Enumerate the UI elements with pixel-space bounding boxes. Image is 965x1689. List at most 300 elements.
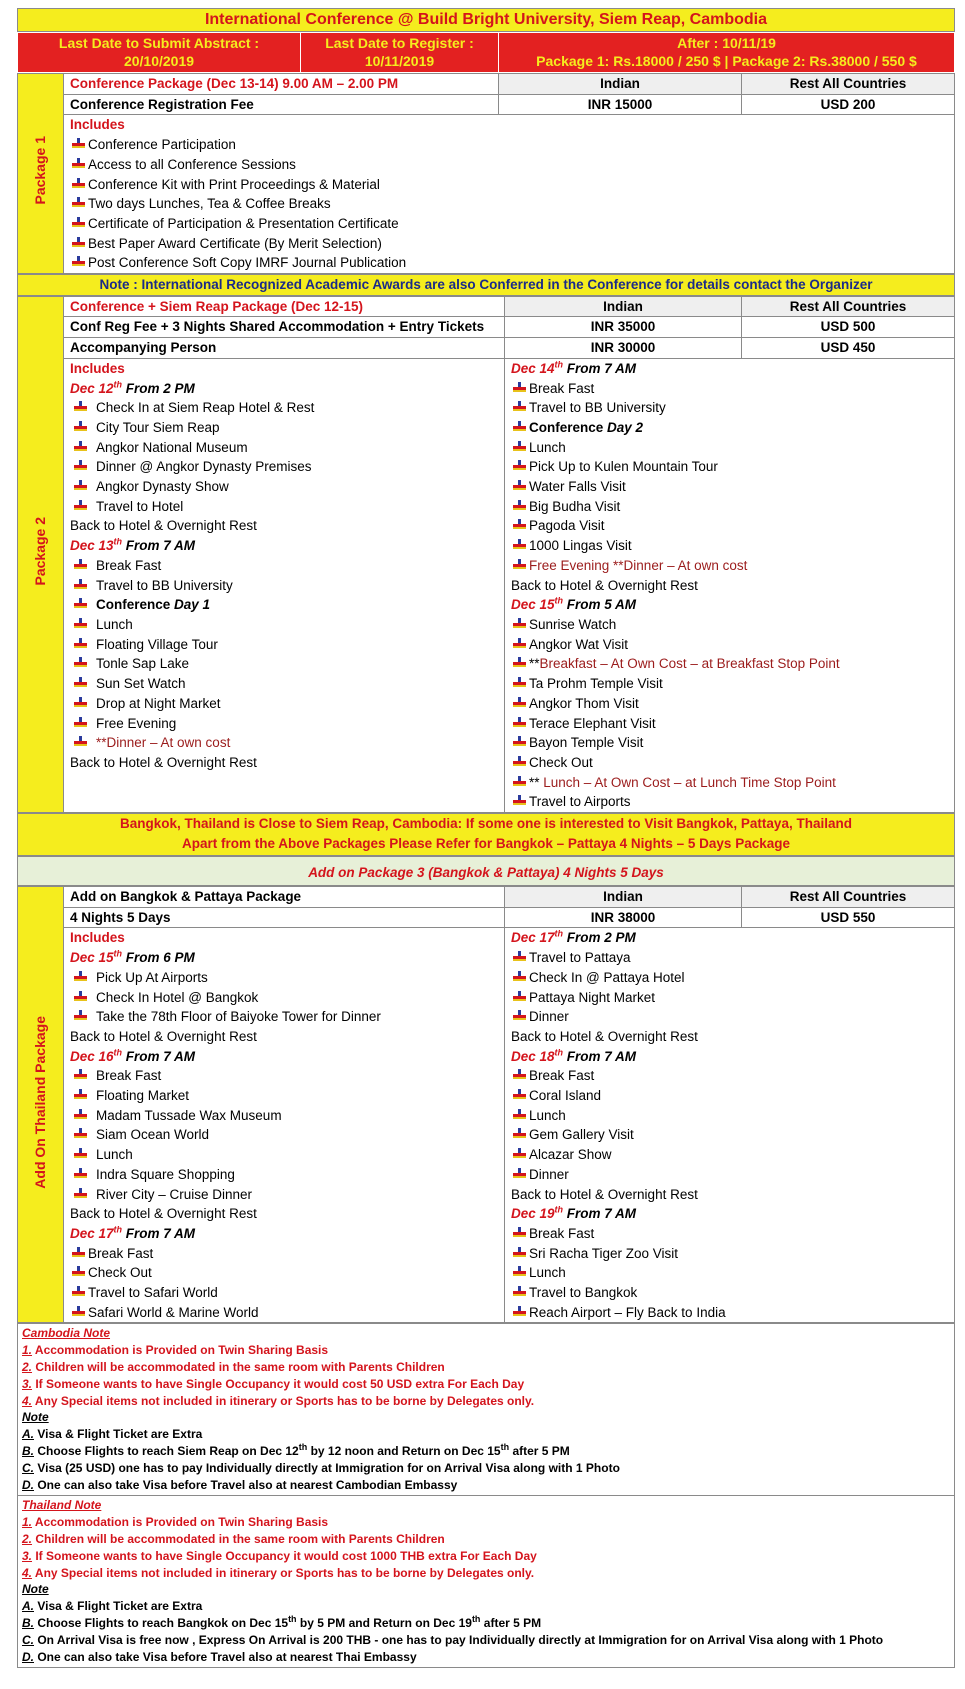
addon-title-table	[17, 856, 955, 886]
conference-day: Day 1	[170, 597, 211, 613]
list-item-text: Pagoda Visit	[529, 518, 605, 534]
package-1-side-text: Package 1	[31, 136, 48, 205]
arrow-bullet-icon	[513, 795, 526, 808]
after-deadline-prices: Package 1: Rs.18000 / 250 $ | Package 2: Rs.38000 / 550 $	[536, 53, 917, 69]
list-item	[511, 516, 948, 536]
arrow-bullet-icon	[74, 1069, 87, 1082]
package-1-col-indian: Indian	[499, 74, 742, 95]
list-item-text: Lunch	[96, 616, 133, 632]
abstract-deadline	[18, 33, 301, 73]
package-3-name: Add on Bangkok & Pattaya Package	[64, 887, 505, 908]
list-item	[70, 674, 498, 694]
dec12-list	[70, 398, 498, 516]
list-item-text: Lunch	[529, 439, 566, 455]
abstract-deadline-label: Last Date to Submit Abstract :	[58, 35, 260, 51]
list-item-text: Angkor Thom Visit	[529, 695, 639, 711]
list-item	[70, 988, 498, 1008]
note-text: Choose Flights to reach Siem Reap on Dec 12	[34, 1444, 299, 1459]
list-item	[70, 1066, 498, 1086]
package-2-row1-indian: INR 35000	[505, 317, 742, 338]
package-2-row2-label: Accompanying Person	[64, 338, 505, 359]
arrow-bullet-icon	[74, 559, 87, 572]
bangkok-note	[18, 814, 955, 856]
list-item-text: Indra Square Shopping	[96, 1166, 235, 1182]
list-item	[70, 733, 498, 753]
cambodia-note-2	[22, 1359, 950, 1376]
arrow-bullet-icon	[513, 951, 526, 964]
note-text: Children will be accommodated in the same room with Parents Children	[32, 1360, 445, 1375]
package-3-row-indian: INR 38000	[505, 907, 742, 928]
dec14-free	[511, 556, 948, 576]
arrow-bullet-icon	[513, 1247, 526, 1260]
list-item-text: Sri Racha Tiger Zoo Visit	[529, 1245, 679, 1261]
day-date: Dec 15	[70, 950, 114, 966]
arrow-bullet-icon	[513, 1148, 526, 1161]
list-item-text: Travel to Bangkok	[529, 1285, 638, 1301]
cambodia-note-3	[22, 1376, 950, 1393]
thailand-note-c	[22, 1632, 950, 1649]
note-letter: A.	[22, 1599, 34, 1614]
lunch-own-cost: Lunch – At Own Cost – at Lunch Time Stop Point	[543, 774, 836, 790]
day-date: Dec 15	[511, 597, 555, 613]
list-item-text: Two days Lunches, Tea & Coffee Breaks	[88, 196, 331, 212]
list-item-text: Bayon Temple Visit	[529, 735, 644, 751]
arrow-bullet-icon	[74, 1089, 87, 1102]
note-text: Any Special items not included in itinerary or Sports has to be borne by Delegates only.	[32, 1565, 535, 1580]
list-item-text: Conference Participation	[88, 137, 236, 153]
thailand-note-1	[22, 1514, 950, 1531]
arrow-bullet-icon	[74, 657, 87, 670]
arrow-bullet-icon	[513, 1227, 526, 1240]
note-text: after 5 PM	[480, 1616, 542, 1631]
list-item-text: Take the 78th Floor of Baiyoke Tower for Dinner	[96, 1009, 381, 1025]
arrow-bullet-icon	[513, 697, 526, 710]
lunch-prefix: **	[529, 774, 544, 790]
list-item	[511, 1125, 948, 1145]
note-text: If Someone wants to have Single Occupancy it would cost 50 USD extra For Each Day	[32, 1376, 525, 1391]
package-3-includes-label: Includes	[70, 930, 125, 946]
note-letter: B.	[22, 1444, 34, 1459]
arrow-bullet-icon	[74, 717, 87, 730]
list-item-text: Angkor National Museum	[96, 439, 248, 455]
list-item	[511, 1165, 948, 1185]
arrow-bullet-icon	[74, 500, 87, 513]
arrow-bullet-icon	[72, 217, 85, 230]
list-item	[511, 1263, 948, 1283]
dec12-end: Back to Hotel & Overnight Rest	[70, 518, 257, 534]
day-time: From 7 AM	[563, 1048, 637, 1064]
day-date-sup: th	[113, 379, 123, 390]
list-item	[511, 457, 948, 477]
list-item	[511, 948, 948, 968]
list-item	[511, 398, 948, 418]
arrow-bullet-icon	[74, 677, 87, 690]
arrow-bullet-icon	[74, 1148, 87, 1161]
bkk-dec15-list	[70, 968, 498, 1027]
package-1-side-label	[18, 74, 64, 274]
list-item-text: Sun Set Watch	[96, 676, 186, 692]
list-item-text: River City – Cruise Dinner	[96, 1186, 253, 1202]
arrow-bullet-icon	[72, 138, 85, 151]
arrow-bullet-icon	[72, 256, 85, 269]
list-item	[511, 477, 948, 497]
list-item-text: Break Fast	[529, 380, 595, 396]
list-item	[70, 576, 498, 596]
dec14-conference	[511, 418, 948, 438]
arrow-bullet-icon	[513, 480, 526, 493]
list-item-text: Coral Island	[529, 1088, 602, 1104]
list-item	[511, 497, 948, 517]
list-item-text: Best Paper Award Certificate (By Merit Selection)	[88, 235, 382, 251]
note-number: 3.	[22, 1548, 33, 1563]
list-item-text: Check Out	[529, 754, 593, 770]
day-heading-dec16	[70, 1047, 498, 1067]
arrow-bullet-icon	[513, 1089, 526, 1102]
list-item	[511, 556, 948, 576]
day-date-sup: th	[554, 1204, 564, 1215]
day-date: Dec 18	[511, 1048, 555, 1064]
list-item-text: Terace Elephant Visit	[529, 715, 656, 731]
arrow-bullet-icon	[74, 1168, 87, 1181]
cambodia-note-1	[22, 1342, 950, 1359]
note-text: One can also take Visa before Travel also at nearest Thai Embassy	[34, 1649, 417, 1664]
bangkok-note-line-1: Bangkok, Thailand is Close to Siem Reap, Cambodia: If some one is interested to Visit Bangkok, Pattaya, Thailand	[120, 816, 852, 832]
note-text: Visa (25 USD) one has to pay Individually directly at Immigration for on Arrival Visa along with 1 Photo	[34, 1460, 620, 1475]
arrow-bullet-icon	[513, 539, 526, 552]
bkk-dec19-list	[511, 1224, 948, 1323]
note-text: Visa & Flight Ticket are Extra	[34, 1599, 203, 1614]
note-number: 4.	[22, 1393, 33, 1408]
day-date-sup: th	[554, 928, 564, 939]
list-item	[70, 1125, 498, 1145]
list-item-text: Check In at Siem Reap Hotel & Rest	[96, 400, 315, 416]
note-letter: C.	[22, 1632, 34, 1647]
arrow-bullet-icon	[513, 971, 526, 984]
day-date: Dec 19	[511, 1206, 555, 1222]
list-item	[511, 379, 948, 399]
list-item-text: Check In Hotel @ Bangkok	[96, 989, 259, 1005]
day-date: Dec 12	[70, 380, 114, 396]
list-item	[70, 234, 948, 254]
list-item-text: Break Fast	[529, 1225, 595, 1241]
list-item	[70, 155, 948, 175]
list-item	[70, 1145, 498, 1165]
list-item	[511, 1007, 948, 1027]
list-item-text: Big Budha Visit	[529, 498, 621, 514]
list-item-text: Travel to BB University	[96, 577, 233, 593]
bkk-dec16-end: Back to Hotel & Overnight Rest	[70, 1206, 257, 1222]
list-item-text: Tonle Sap Lake	[96, 656, 190, 672]
arrow-bullet-icon	[513, 776, 526, 789]
day-time: From 5 AM	[563, 597, 637, 613]
note-sup: th	[471, 1614, 481, 1625]
package-2-row2-rest: USD 450	[742, 338, 955, 359]
thailand-note-3	[22, 1548, 950, 1565]
note-text: by 5 PM and Return on Dec 19	[296, 1616, 472, 1631]
list-item	[70, 968, 498, 988]
register-deadline	[301, 33, 499, 73]
thailand-note-4	[22, 1565, 950, 1582]
day-date-sup: th	[554, 1047, 564, 1058]
conference-sheet	[17, 8, 955, 1668]
list-item	[70, 253, 948, 273]
list-item-text: Travel to BB University	[529, 400, 666, 416]
arrow-bullet-icon	[74, 598, 87, 611]
arrow-bullet-icon	[513, 1168, 526, 1181]
list-item	[70, 595, 498, 615]
day-heading-dec15-bkk	[70, 948, 498, 968]
list-item	[70, 1007, 498, 1027]
conference-day: Day 2	[603, 419, 644, 435]
note-sup: th	[500, 1442, 510, 1453]
list-item-text: Free Evening	[96, 715, 177, 731]
list-item	[70, 477, 498, 497]
package-1-includes-label: Includes	[70, 117, 125, 133]
day-date: Dec 17	[70, 1225, 114, 1241]
note-text: On Arrival Visa is free now , Express On Arrival is 200 THB - one has to pay Individually directly at Immigration for on Arrival Visa along with 1 Photo	[34, 1632, 884, 1647]
arrow-bullet-icon	[513, 657, 526, 670]
package-2-row2-indian: INR 30000	[505, 338, 742, 359]
package-3-itinerary-left	[64, 928, 505, 1323]
arrow-bullet-icon	[74, 1188, 87, 1201]
dec13-conference	[70, 595, 498, 615]
cambodia-note-d	[22, 1477, 950, 1494]
after-deadline-label: After : 10/11/19	[677, 35, 776, 51]
package-1-fee-indian: INR 15000	[499, 94, 742, 115]
list-item	[511, 988, 948, 1008]
day-time: From 6 PM	[122, 950, 195, 966]
arrow-bullet-icon	[513, 1306, 526, 1319]
day-heading-dec17a	[70, 1224, 498, 1244]
bkk-dec17b-list	[511, 948, 948, 1027]
bkk-dec15-end: Back to Hotel & Overnight Rest	[70, 1028, 257, 1044]
list-item-text: Check In @ Pattaya Hotel	[529, 969, 685, 985]
list-item	[511, 418, 948, 438]
list-item	[511, 615, 948, 635]
note-sup: th	[288, 1614, 297, 1625]
bkk-dec17a-list	[70, 1244, 498, 1323]
note-letter: B.	[22, 1616, 34, 1631]
arrow-bullet-icon	[74, 1109, 87, 1122]
package-1-col-rest: Rest All Countries	[742, 74, 955, 95]
list-item	[511, 714, 948, 734]
package-1-fee-rest: USD 200	[742, 94, 955, 115]
note-text: One can also take Visa before Travel also at nearest Cambodian Embassy	[34, 1477, 458, 1492]
day-date: Dec 16	[70, 1048, 114, 1064]
bangkok-note-line-2: Apart from the Above Packages Please Refer for Bangkok – Pattaya 4 Nights – 5 Days Package	[181, 836, 790, 852]
list-item	[511, 773, 948, 793]
list-item	[70, 654, 498, 674]
day-time: From 7 AM	[122, 1048, 196, 1064]
arrow-bullet-icon	[513, 1109, 526, 1122]
awards-note: Note : International Recognized Academic Awards are also Conferred in the Conference for details contact the Organizer	[18, 275, 955, 296]
list-item	[511, 733, 948, 753]
arrow-bullet-icon	[513, 421, 526, 434]
list-item	[511, 674, 948, 694]
package-1-fee-label: Conference Registration Fee	[64, 94, 499, 115]
list-item-text: Check Out	[88, 1265, 152, 1281]
arrow-bullet-icon	[74, 579, 87, 592]
cambodia-note-c	[22, 1460, 950, 1477]
day-heading-dec14	[511, 359, 948, 379]
bkk-dec17b-end: Back to Hotel & Overnight Rest	[511, 1028, 698, 1044]
day-date-sup: th	[554, 359, 564, 370]
list-item	[511, 753, 948, 773]
list-item	[70, 194, 948, 214]
package-1-name: Conference Package (Dec 13-14) 9.00 AM – 2.00 PM	[64, 74, 499, 95]
list-item	[70, 694, 498, 714]
arrow-bullet-icon	[513, 441, 526, 454]
dec15-lunch	[511, 773, 948, 812]
arrow-bullet-icon	[72, 197, 85, 210]
dec13-dinner	[70, 733, 498, 753]
note-text: Choose Flights to reach Bangkok on Dec 15	[34, 1616, 289, 1631]
list-item	[70, 635, 498, 655]
note-letter: C.	[22, 1460, 34, 1475]
list-item	[70, 1185, 498, 1205]
title-table	[17, 8, 955, 32]
arrow-bullet-icon	[74, 401, 87, 414]
arrow-bullet-icon	[513, 1010, 526, 1023]
package-2-row1-rest: USD 500	[742, 317, 955, 338]
package-2-side-text: Package 2	[31, 517, 48, 586]
day-time: From 7 AM	[122, 538, 196, 554]
day-time: From 7 AM	[563, 360, 637, 376]
package-2-includes-label: Includes	[70, 360, 125, 376]
thailand-note-a	[22, 1598, 950, 1615]
list-item	[511, 1303, 948, 1323]
free-evening: Free Evening **Dinner – At own cost	[529, 557, 748, 573]
cambodia-note-a	[22, 1426, 950, 1443]
note-text: Any Special items not included in itinerary or Sports has to be borne by Delegates only.	[32, 1393, 535, 1408]
list-item-text: Dinner	[529, 1009, 569, 1025]
bangkok-note-table	[17, 813, 955, 856]
arrow-bullet-icon	[74, 480, 87, 493]
arrow-bullet-icon	[513, 460, 526, 473]
arrow-bullet-icon	[74, 697, 87, 710]
list-item-text: Post Conference Soft Copy IMRF Journal Publication	[88, 255, 407, 271]
arrow-bullet-icon	[513, 638, 526, 651]
note-text: by 12 noon and Return on Dec 15	[307, 1444, 501, 1459]
list-item-text: Gem Gallery Visit	[529, 1127, 634, 1143]
arrow-bullet-icon	[513, 559, 526, 572]
package-1-includes-list	[70, 135, 948, 273]
list-item	[70, 714, 498, 734]
list-item-text: Lunch	[529, 1265, 566, 1281]
list-item	[70, 1106, 498, 1126]
dec14-list-b	[511, 438, 948, 556]
thailand-note-2	[22, 1531, 950, 1548]
dec13-list-b	[70, 615, 498, 733]
thailand-sub-note-heading: Note	[22, 1582, 49, 1597]
arrow-bullet-icon	[72, 178, 85, 191]
day-date-sup: th	[113, 1224, 123, 1235]
day-heading-dec12	[70, 379, 498, 399]
list-item-text: 1000 Lingas Visit	[529, 538, 632, 554]
list-item	[70, 418, 498, 438]
arrow-bullet-icon	[74, 421, 87, 434]
package-2-itinerary-right	[505, 358, 955, 812]
note-number: 2.	[22, 1532, 33, 1547]
list-item-text: Angkor Wat Visit	[529, 636, 629, 652]
arrow-bullet-icon	[72, 1247, 85, 1260]
register-deadline-date: 10/11/2019	[364, 53, 435, 69]
list-item	[70, 497, 498, 517]
arrow-bullet-icon	[513, 736, 526, 749]
package-3-table	[17, 886, 955, 1323]
cambodia-note	[18, 1324, 955, 1496]
list-item-text: Floating Market	[96, 1088, 190, 1104]
list-item	[511, 968, 948, 988]
conference-label: Conference	[96, 597, 171, 613]
awards-note-table	[17, 274, 955, 296]
list-item-text: Break Fast	[96, 557, 162, 573]
list-item-text: Alcazar Show	[529, 1147, 612, 1163]
package-2-itinerary-left	[64, 358, 505, 812]
list-item-text: Dinner	[529, 1166, 569, 1182]
day-date: Dec 13	[70, 538, 114, 554]
day-heading-dec19	[511, 1204, 948, 1224]
list-item-text: Siam Ocean World	[96, 1127, 210, 1143]
list-item-text: Water Falls Visit	[529, 479, 626, 495]
conference-label: Conference	[529, 419, 604, 435]
package-1-table	[17, 73, 955, 274]
note-text: Accommodation is Provided on Twin Sharing Basis	[32, 1343, 329, 1358]
list-item	[70, 615, 498, 635]
arrow-bullet-icon	[72, 1266, 85, 1279]
list-item	[511, 792, 948, 812]
arrow-bullet-icon	[74, 638, 87, 651]
note-letter: D.	[22, 1477, 34, 1492]
list-item-text: Pick Up At Airports	[96, 969, 208, 985]
day-heading-dec13	[70, 536, 498, 556]
arrow-bullet-icon	[74, 991, 87, 1004]
deadline-bar	[17, 32, 955, 73]
day-date-sup: th	[554, 595, 564, 606]
day-heading-dec17b	[511, 928, 948, 948]
arrow-bullet-icon	[513, 1286, 526, 1299]
thailand-note-heading: Thailand Note	[22, 1498, 102, 1513]
list-item	[511, 1086, 948, 1106]
package-3-col-indian: Indian	[505, 887, 742, 908]
list-item-text: Travel to Safari World	[88, 1285, 218, 1301]
list-item-text: Drop at Night Market	[96, 695, 221, 711]
package-3-side-text: Add On Thailand Package	[31, 1015, 48, 1189]
dec13-end: Back to Hotel & Overnight Rest	[70, 754, 257, 770]
bkk-dec18-list	[511, 1066, 948, 1184]
package-3-itinerary-right	[505, 928, 955, 1323]
note-text: after 5 PM	[509, 1444, 570, 1459]
arrow-bullet-icon	[513, 401, 526, 414]
arrow-bullet-icon	[513, 500, 526, 513]
list-item	[511, 694, 948, 714]
arrow-bullet-icon	[72, 237, 85, 250]
list-item	[70, 135, 948, 155]
list-item	[511, 536, 948, 556]
day-time: From 2 PM	[122, 380, 195, 396]
list-item-text: Angkor Dynasty Show	[96, 479, 229, 495]
package-2-side-label	[18, 296, 64, 812]
list-item-text: Lunch	[529, 1107, 566, 1123]
dec14-list-a	[511, 379, 948, 418]
list-item	[70, 1165, 498, 1185]
arrow-bullet-icon	[513, 677, 526, 690]
day-date-sup: th	[113, 1047, 123, 1058]
note-number: 1.	[22, 1343, 33, 1358]
list-item-text: Reach Airport – Fly Back to India	[529, 1304, 726, 1320]
list-item	[511, 1224, 948, 1244]
arrow-bullet-icon	[513, 519, 526, 532]
